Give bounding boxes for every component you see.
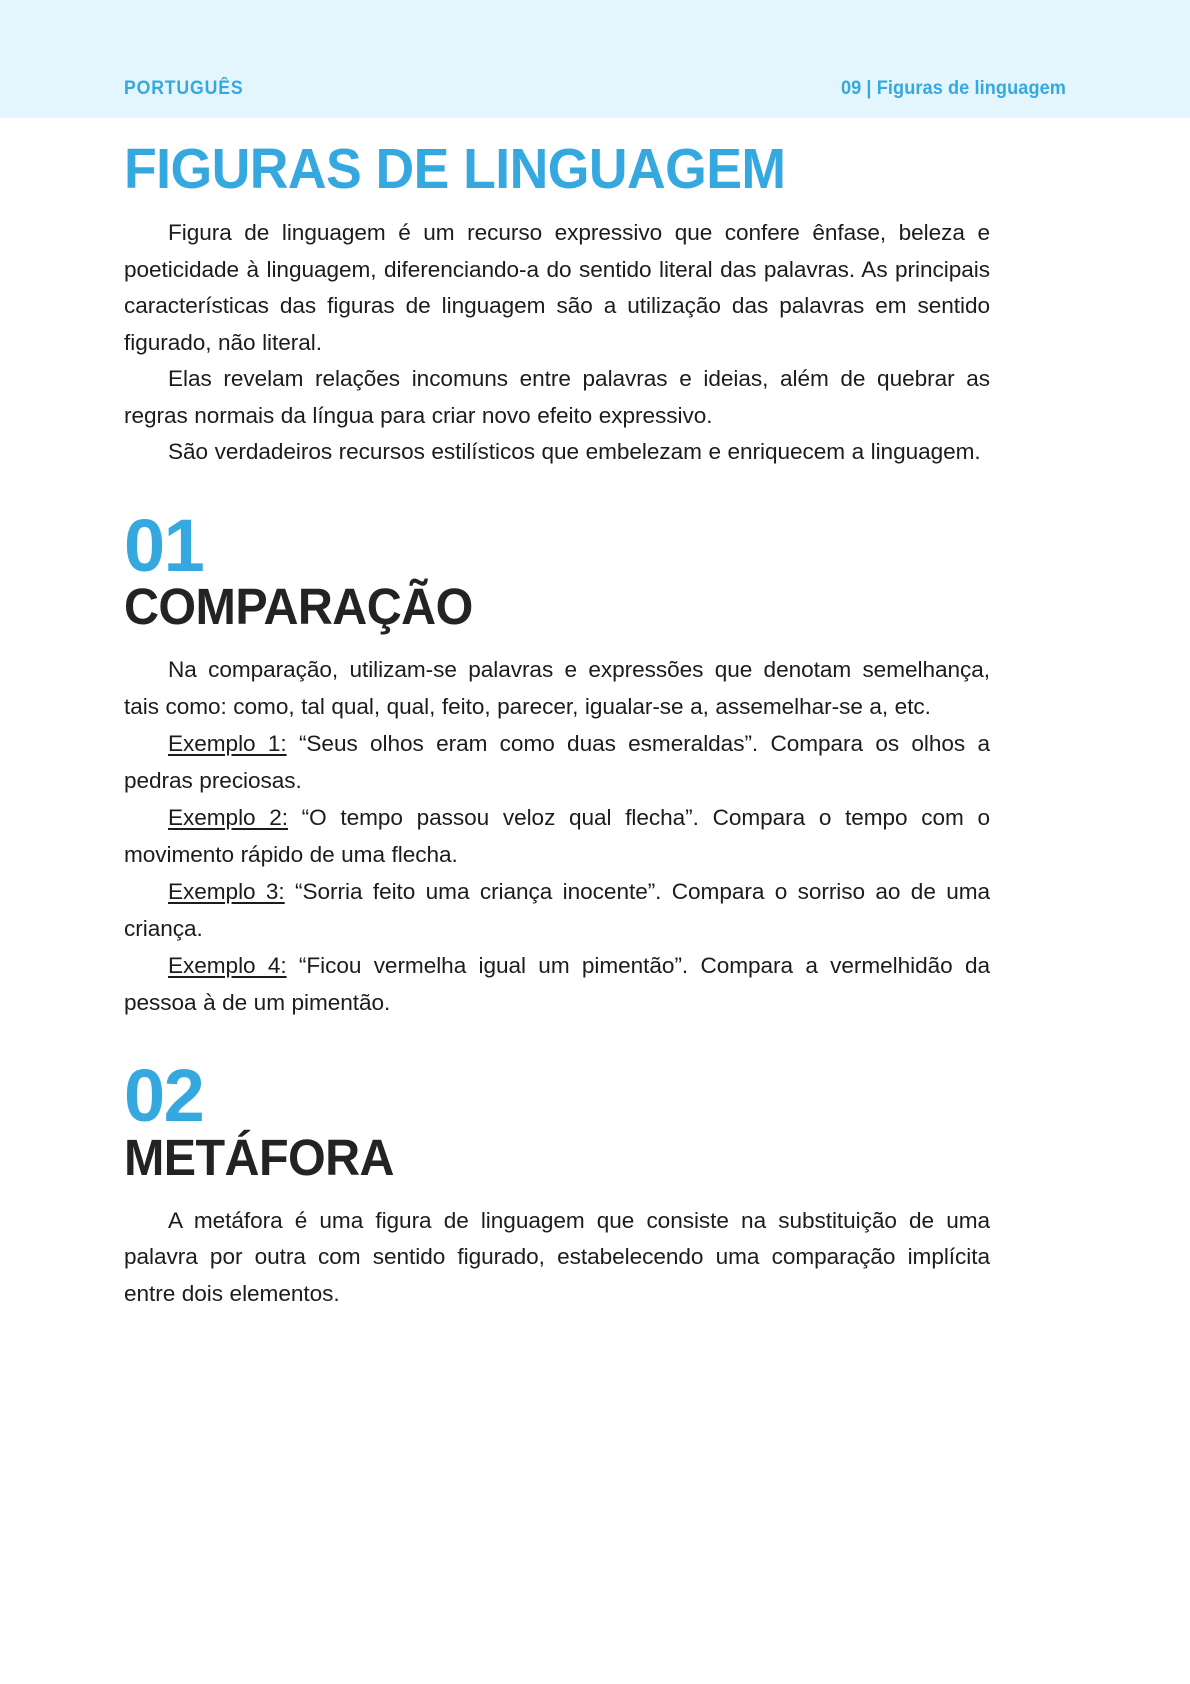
- section-comparacao: [124, 503, 991, 1022]
- section-intro-paragraph: Na comparação, utilizam-se palavras e expressões que denotam semelhança, tais como: como, tal qual, qual, feito, parecer, igualar-se a, assemelhar-se a, etc.: [124, 657, 990, 719]
- example-label: Exemplo 2:: [168, 805, 288, 831]
- section-heading: METÁFORA: [124, 1128, 394, 1186]
- page-title: FIGURAS DE LINGUAGEM: [124, 137, 786, 201]
- example-text: “O tempo passou veloz qual flecha”. Compara o tempo com o movimento rápido de uma flecha.: [124, 805, 990, 867]
- section-number: 02: [124, 1054, 204, 1138]
- example-paragraph: [124, 726, 990, 799]
- page-content: [124, 118, 990, 1312]
- page-header-band: [0, 0, 1190, 118]
- section-number: 01: [124, 503, 204, 587]
- example-label: Exemplo 1:: [168, 731, 287, 757]
- example-text: “Sorria feito uma criança inocente”. Compara o sorriso ao de uma criança.: [124, 879, 990, 941]
- intro-paragraph: Elas revelam relações incomuns entre palavras e ideias, além de quebrar as regras normais da língua para criar novo efeito expressivo.: [124, 366, 990, 428]
- example-label: Exemplo 4:: [168, 953, 287, 979]
- header-subject-label: PORTUGUÊS: [124, 78, 244, 99]
- section-heading: COMPARAÇÃO: [124, 578, 473, 636]
- example-paragraph: [124, 874, 990, 947]
- intro-paragraph: Figura de linguagem é um recurso expressivo que confere ênfase, beleza e poeticidade à linguagem, diferenciando-a do sentido literal das palavras. As principais características das figuras de linguagem são a utilização das palavras em sentido figurado, não literal.: [124, 220, 990, 355]
- section-intro-paragraph: A metáfora é uma figura de linguagem que consiste na substituição de uma palavra por outra com sentido figurado, estabelecendo uma comparação implícita entre dois elementos.: [124, 1207, 990, 1306]
- example-paragraph: [124, 948, 990, 1021]
- example-paragraph: [124, 800, 990, 873]
- section-body: [124, 1203, 990, 1313]
- page-header-content: [124, 77, 1066, 100]
- section-metafora: [124, 1054, 990, 1312]
- header-chapter-label: 09 | Figuras de linguagem: [840, 77, 1066, 99]
- example-text: “Ficou vermelha igual um pimentão”. Compara a vermelhidão da pessoa à de um pimentão.: [124, 953, 991, 1015]
- intro-paragraph: São verdadeiros recursos estilísticos que embelezam e enriquecem a linguagem.: [168, 439, 981, 464]
- section-body: [124, 652, 990, 1021]
- example-text: “Seus olhos eram como duas esmeraldas”. Compara os olhos a pedras preciosas.: [124, 731, 991, 793]
- intro-section: [124, 215, 990, 471]
- example-label: Exemplo 3:: [168, 879, 285, 905]
